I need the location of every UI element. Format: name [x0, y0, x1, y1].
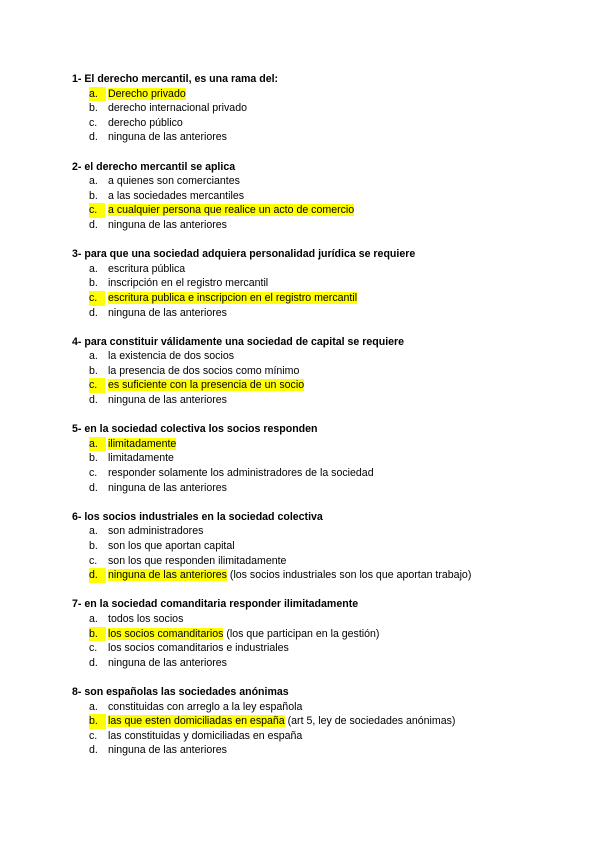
option-letter: b.	[89, 189, 98, 202]
option-text: a las sociedades mercantiles	[108, 189, 245, 202]
option-letter: c.	[89, 378, 105, 393]
option-text-wrap	[108, 743, 227, 758]
option-text: las constituidas y domiciliadas en españa	[108, 729, 303, 742]
quiz-page	[72, 72, 572, 773]
answer-option-correct	[72, 437, 572, 452]
option-text: la existencia de dos socios	[108, 350, 235, 363]
option-letter: a.	[89, 87, 106, 102]
answer-option	[72, 656, 572, 671]
option-text-wrap	[108, 481, 227, 496]
answer-options	[72, 174, 572, 232]
answer-option	[72, 393, 572, 408]
answer-option-correct	[72, 203, 572, 218]
option-letter: b.	[89, 540, 98, 552]
answer-options	[72, 349, 572, 407]
question-block	[72, 510, 572, 583]
answer-option	[72, 700, 572, 715]
option-text-wrap	[108, 524, 203, 539]
option-text: a quienes son comerciantes	[108, 175, 240, 188]
option-text-wrap	[108, 568, 471, 583]
question-title: 2- el derecho mercantil se aplica	[72, 160, 236, 173]
option-text: todos los socios	[108, 612, 184, 625]
option-text: las que esten domiciliadas en españa	[108, 715, 285, 728]
answer-option-correct	[72, 291, 572, 306]
answer-option	[72, 101, 572, 116]
option-text: son los que aportan capital	[108, 540, 235, 552]
answer-option	[72, 130, 572, 145]
option-text-wrap	[108, 627, 379, 642]
option-letter: d.	[89, 306, 98, 319]
option-text-wrap	[108, 189, 244, 204]
option-text: ilimitadamente	[108, 437, 177, 450]
option-text-wrap	[108, 714, 455, 729]
option-text-wrap	[108, 656, 227, 671]
question-title: 4- para constituir válidamente una sociedad de capital se requiere	[72, 335, 405, 348]
option-text-wrap	[108, 612, 183, 627]
question-title: 8- son españolas las sociedades anónimas	[72, 685, 289, 698]
answer-options	[72, 612, 572, 670]
question-block	[72, 72, 572, 145]
option-letter: b.	[89, 627, 106, 642]
option-text: escritura publica e inscripcion en el registro mercantil	[108, 291, 358, 304]
answer-options	[72, 700, 572, 758]
option-text: derecho internacional privado	[108, 102, 247, 115]
answer-option	[72, 641, 572, 656]
option-letter: b.	[89, 452, 98, 465]
option-text-wrap	[108, 306, 227, 321]
option-letter: b.	[89, 102, 98, 115]
question-block	[72, 597, 572, 670]
option-text: a cualquier persona que realice un acto de comercio	[108, 204, 355, 217]
option-text: constituidas con arreglo a la ley española	[108, 700, 303, 713]
answer-option	[72, 539, 572, 554]
option-text: Derecho privado	[108, 87, 186, 100]
answer-option	[72, 349, 572, 364]
answer-option	[72, 481, 572, 496]
option-text: ninguna de las anteriores	[108, 306, 227, 319]
option-letter: c.	[89, 642, 98, 655]
option-letter: a.	[89, 612, 98, 625]
answer-option	[72, 524, 572, 539]
option-letter: a.	[89, 175, 98, 188]
option-note: (art 5, ley de sociedades anónimas)	[284, 715, 456, 728]
answer-option-correct	[72, 378, 572, 393]
answer-option	[72, 262, 572, 277]
option-text: ninguna de las anteriores	[108, 394, 227, 407]
option-text: son los que responden ilimitadamente	[108, 554, 287, 567]
option-text: derecho público	[108, 116, 183, 129]
option-letter: a.	[89, 700, 98, 713]
option-text: inscripción en el registro mercantil	[108, 277, 269, 290]
answer-options	[72, 524, 572, 582]
answer-option	[72, 466, 572, 481]
option-letter: d.	[89, 131, 98, 144]
option-text: es suficiente con la presencia de un socio	[108, 379, 305, 392]
option-text: la presencia de dos socios como mínimo	[108, 364, 300, 377]
option-letter: a.	[89, 350, 98, 363]
answer-option	[72, 364, 572, 379]
question-block	[72, 685, 572, 758]
option-letter: c.	[89, 116, 98, 129]
answer-option	[72, 729, 572, 744]
option-letter: d.	[89, 394, 98, 407]
answer-option	[72, 612, 572, 627]
answer-options	[72, 87, 572, 145]
option-letter: c.	[89, 203, 105, 218]
answer-option-correct	[72, 714, 572, 729]
answer-option	[72, 218, 572, 233]
answer-options	[72, 437, 572, 495]
answer-option	[72, 554, 572, 569]
option-text-wrap	[108, 641, 289, 656]
option-text-wrap	[108, 291, 357, 306]
option-text-wrap	[108, 276, 268, 291]
option-text-wrap	[108, 451, 174, 466]
option-letter: d.	[89, 568, 106, 583]
option-letter: b.	[89, 277, 98, 290]
option-text-wrap	[108, 466, 374, 481]
option-letter: c.	[89, 291, 105, 306]
option-letter: d.	[89, 218, 98, 231]
answer-option	[72, 306, 572, 321]
option-text: son administradores	[108, 525, 204, 538]
option-text-wrap	[108, 554, 286, 569]
option-text-wrap	[108, 437, 176, 452]
option-letter: a.	[89, 525, 98, 538]
option-text-wrap	[108, 130, 227, 145]
option-text: los socios comanditarios e industriales	[108, 642, 289, 655]
option-text: ninguna de las anteriores	[108, 744, 227, 757]
option-note: (los que participan en la gestión)	[223, 627, 380, 640]
option-text: escritura pública	[108, 262, 186, 275]
option-text-wrap	[108, 364, 299, 379]
question-block	[72, 422, 572, 495]
option-letter: a.	[89, 262, 98, 275]
answer-option	[72, 189, 572, 204]
option-text: limitadamente	[108, 452, 174, 465]
answer-option	[72, 451, 572, 466]
option-text-wrap	[108, 101, 247, 116]
option-text-wrap	[108, 116, 183, 131]
option-text-wrap	[108, 729, 302, 744]
option-text-wrap	[108, 700, 302, 715]
option-text-wrap	[108, 203, 354, 218]
question-block	[72, 335, 572, 408]
question-block	[72, 160, 572, 233]
option-letter: d.	[89, 744, 98, 757]
option-note: (los socios industriales son los que aportan trabajo)	[226, 569, 472, 582]
answer-option-correct	[72, 627, 572, 642]
option-letter: d.	[89, 656, 98, 669]
answer-option	[72, 276, 572, 291]
option-letter: b.	[89, 714, 106, 729]
answer-option-correct	[72, 568, 572, 583]
option-text-wrap	[108, 87, 186, 102]
question-title: 1- El derecho mercantil, es una rama del:	[72, 73, 279, 85]
option-text-wrap	[108, 218, 227, 233]
option-letter: c.	[89, 729, 98, 742]
answer-option-correct	[72, 87, 572, 102]
question-title: 5- en la sociedad colectiva los socios responden	[72, 423, 318, 436]
option-text-wrap	[108, 349, 234, 364]
option-text-wrap	[108, 174, 240, 189]
option-letter: b.	[89, 364, 98, 377]
answer-option	[72, 116, 572, 131]
answer-option	[72, 174, 572, 189]
question-title: 3- para que una sociedad adquiera personalidad jurídica se requiere	[72, 248, 416, 261]
option-text: ninguna de las anteriores	[108, 569, 227, 582]
answer-option	[72, 743, 572, 758]
option-text: ninguna de las anteriores	[108, 481, 227, 494]
option-text: ninguna de las anteriores	[108, 656, 227, 669]
option-text-wrap	[108, 262, 185, 277]
question-title: 6- los socios industriales en la sociedad colectiva	[72, 510, 323, 523]
option-letter: a.	[89, 437, 106, 452]
option-text: ninguna de las anteriores	[108, 131, 227, 144]
option-text-wrap	[108, 393, 227, 408]
option-letter: c.	[89, 554, 98, 567]
option-letter: c.	[89, 467, 98, 480]
option-text: los socios comanditarios	[108, 627, 224, 640]
question-block	[72, 247, 572, 320]
option-letter: d.	[89, 481, 98, 494]
option-text: ninguna de las anteriores	[108, 218, 227, 231]
option-text-wrap	[108, 378, 304, 393]
option-text-wrap	[108, 539, 235, 554]
answer-options	[72, 262, 572, 320]
question-title: 7- en la sociedad comanditaria responder ilimitadamente	[72, 598, 359, 611]
option-text: responder solamente los administradores de la sociedad	[108, 467, 374, 480]
